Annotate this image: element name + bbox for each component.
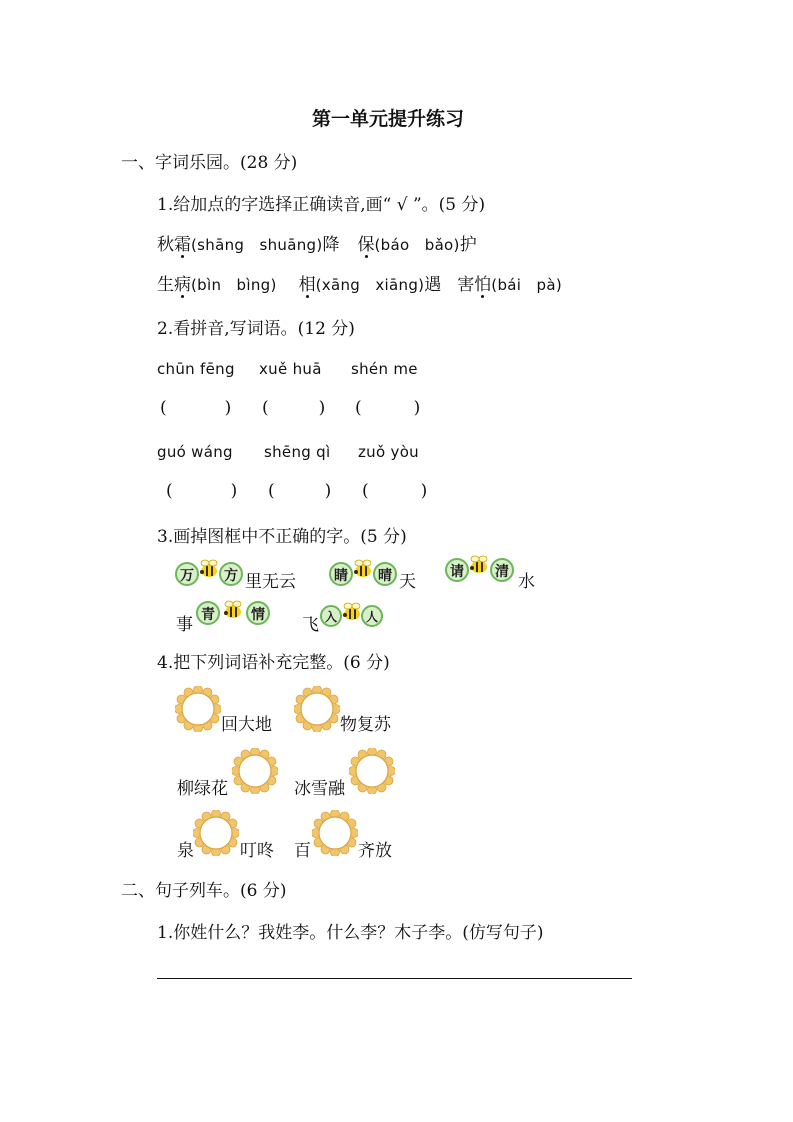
q1-r2-char: 生 (157, 275, 174, 295)
answer-bracket[interactable]: ( ) (362, 481, 428, 501)
q1-row2 (157, 270, 562, 295)
q1-r1-char: 护 (459, 235, 477, 255)
answer-bracket[interactable]: ( ) (355, 398, 421, 418)
flower-blank-icon[interactable] (294, 686, 340, 732)
q2-prompt: 2.看拼音,写词语。(12 分) (157, 319, 355, 339)
flower-blank-icon[interactable] (193, 810, 239, 856)
q1-r2-char: 害 (457, 275, 475, 295)
pinyin-options[interactable]: (bái pà) (491, 276, 562, 294)
q3-word-tail: 天 (399, 572, 416, 592)
q3-word-head: 事 (176, 615, 193, 635)
pinyin-options[interactable]: (shāng shuāng) (191, 236, 323, 254)
flower-blank-icon[interactable] (349, 748, 395, 794)
section1-heading: 一、字词乐园。(28 分) (121, 153, 298, 173)
answer-bracket[interactable]: ( ) (268, 481, 332, 501)
q4-prompt: 4.把下列词语补充完整。(6 分) (157, 653, 390, 673)
q2-pinyin-6: zuǒ yòu (358, 443, 419, 461)
q2-pinyin-2: xuě huā (259, 360, 322, 378)
q3-word-head: 飞 (302, 615, 319, 635)
answer-bracket[interactable]: ( ) (262, 398, 326, 418)
option-char-bubble[interactable]: 方 (219, 562, 243, 586)
bee-icon (467, 553, 491, 577)
dotted-char: 保 (357, 235, 375, 255)
option-char-bubble[interactable]: 青 (196, 601, 220, 625)
pinyin-options[interactable]: (xāng xiāng) (315, 276, 425, 294)
s2-q1-prompt: 1.你姓什么？我姓李。什么李？木子李。(仿写句子) (157, 923, 544, 943)
option-char-bubble[interactable]: 万 (175, 562, 199, 586)
q3-word-tail: 里无云 (245, 572, 296, 592)
option-char-bubble[interactable]: 情 (246, 601, 270, 625)
bee-icon (221, 598, 245, 622)
option-char-bubble[interactable]: 人 (361, 605, 383, 627)
flower-blank-icon[interactable] (175, 686, 221, 732)
dotted-char: 病 (174, 275, 191, 295)
q4-word: 物复苏 (340, 715, 391, 735)
bee-icon (340, 600, 364, 624)
q1-prompt: 1.给加点的字选择正确读音,画“ √ ”。(5 分) (157, 195, 486, 215)
q4-word: 叮咚 (240, 841, 274, 861)
option-char-bubble[interactable]: 清 (490, 558, 514, 582)
bee-icon (197, 557, 221, 581)
q1-row1 (157, 230, 477, 255)
q2-pinyin-1: chūn fēng (157, 360, 235, 378)
flower-blank-icon[interactable] (312, 810, 358, 856)
pinyin-options[interactable]: (bìn bìng) (191, 276, 277, 294)
q4-word: 百 (294, 841, 311, 861)
option-char-bubble[interactable]: 请 (445, 558, 469, 582)
answer-bracket[interactable]: ( ) (160, 398, 232, 418)
dotted-char: 霜 (174, 235, 191, 255)
q4-word: 泉 (177, 841, 194, 861)
q1-r2-char: 遇 (424, 275, 442, 295)
q4-word: 冰雪融 (294, 779, 345, 799)
q2-pinyin-5: shēng qì (264, 443, 331, 461)
q3-word-tail: 水 (518, 572, 535, 592)
q4-word: 柳绿花 (177, 779, 228, 799)
q4-word: 回大地 (221, 715, 272, 735)
answer-bracket[interactable]: ( ) (166, 481, 238, 501)
dotted-char: 相 (298, 275, 316, 295)
flower-blank-icon[interactable] (232, 748, 278, 794)
q3-prompt: 3.画掉图框中不正确的字。(5 分) (157, 527, 407, 547)
page-title: 第一单元提升练习 (312, 108, 465, 130)
option-char-bubble[interactable]: 入 (320, 605, 342, 627)
dotted-char: 怕 (474, 275, 492, 295)
pinyin-options[interactable]: (báo bǎo) (374, 236, 460, 254)
answer-line[interactable] (157, 978, 632, 979)
q1-r1-char: 秋 (157, 235, 174, 255)
section2-heading: 二、句子列车。(6 分) (121, 881, 287, 901)
bee-icon (351, 557, 375, 581)
q4-word: 齐放 (358, 841, 392, 861)
q2-pinyin-3: shén me (351, 360, 418, 378)
q2-pinyin-4: guó wáng (157, 443, 233, 461)
q1-r1-char: 降 (322, 235, 340, 255)
option-char-bubble[interactable]: 睛 (329, 562, 353, 586)
option-char-bubble[interactable]: 晴 (373, 562, 397, 586)
